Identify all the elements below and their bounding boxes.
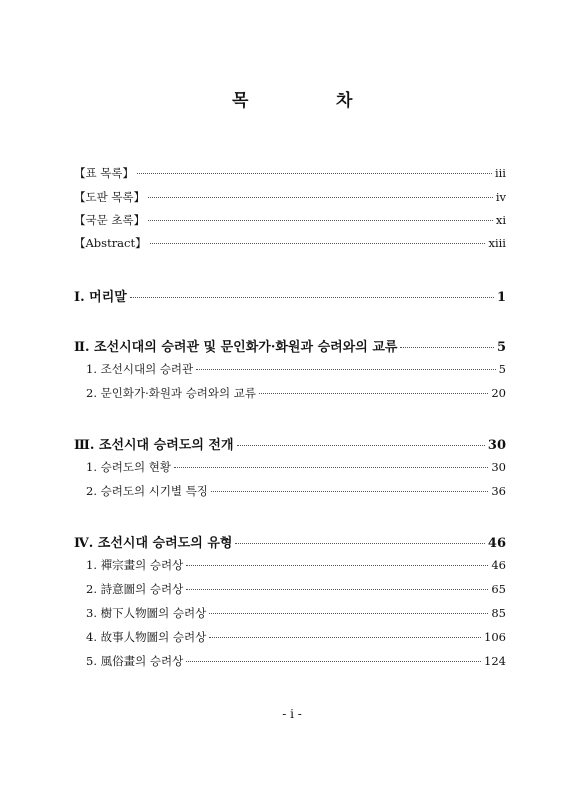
toc-entry-page: iv [495,190,506,204]
toc-section-page: 124 [484,654,506,668]
dot-leader [209,613,488,614]
toc-entry-figure-list[interactable] [74,189,506,209]
title-char-2: 차 [336,91,353,111]
page-number-footer: - i - [282,707,302,721]
toc-section-page: 5 [498,362,506,376]
toc-chapter-3[interactable] [74,434,506,454]
toc-entry-page: xiii [488,236,506,250]
toc-chapter-label: Ⅰ. 머리말 [74,290,127,305]
toc-section-label: 4. 故事人物圖의 승려상 [86,630,207,644]
dot-leader [235,543,484,544]
toc-chapter-label: Ⅲ. 조선시대 승려도의 전개 [74,438,234,453]
toc-entry-label: 【Abstract】 [74,236,147,250]
dot-leader [148,197,493,198]
toc-chapter-4[interactable] [74,532,506,552]
toc-chapter-page: 1 [496,290,506,305]
dot-leader [174,467,488,468]
toc-section-page: 46 [491,558,506,572]
toc-chapter-1[interactable] [74,286,506,306]
dot-leader [237,445,485,446]
dot-leader [150,243,486,244]
dot-leader [186,661,481,662]
toc-section-page: 30 [491,460,506,474]
dot-leader [209,637,481,638]
toc-chapter-label: Ⅱ. 조선시대의 승려관 및 문인화가·화원과 승려와의 교류 [74,340,398,355]
toc-chapter-page: 46 [487,536,506,551]
toc-chapter-label: Ⅳ. 조선시대 승려도의 유형 [74,536,233,551]
dot-leader [400,347,494,348]
toc-entry-abstract[interactable] [74,235,506,255]
title-char-1: 목 [232,91,249,111]
toc-entry-page: iii [494,166,506,180]
toc-entry-korean-abstract[interactable] [74,212,506,232]
dot-leader [211,491,488,492]
toc-section-page: 85 [491,606,506,620]
toc-chapter-2[interactable] [74,336,506,356]
toc-section-4-5[interactable] [86,653,506,673]
toc-entry-label: 【표 목록】 [74,166,134,180]
toc-section-2-1[interactable] [86,361,506,381]
toc-section-label: 2. 승려도의 시기별 특징 [86,484,208,498]
toc-entry-page: xi [495,213,506,227]
toc-entry-label: 【국문 초록】 [74,213,146,227]
toc-section-label: 1. 조선시대의 승려관 [86,362,194,376]
toc-section-label: 1. 禪宗畫의 승려상 [86,558,184,572]
toc-section-page: 20 [491,386,506,400]
toc-entry-table-list[interactable] [74,165,506,185]
dot-leader [137,173,492,174]
toc-section-page: 36 [491,484,506,498]
toc-entry-label: 【도판 목록】 [74,190,146,204]
toc-section-2-2[interactable] [86,385,506,405]
toc-section-page: 106 [484,630,506,644]
toc-section-label: 1. 승려도의 현황 [86,460,171,474]
toc-section-4-2[interactable] [86,581,506,601]
toc-chapter-page: 5 [496,340,506,355]
toc-section-4-4[interactable] [86,629,506,649]
toc-section-label: 3. 樹下人物圖의 승려상 [86,606,207,620]
dot-leader [148,220,493,221]
toc-section-4-3[interactable] [86,605,506,625]
toc-section-page: 65 [491,582,506,596]
dot-leader [186,565,488,566]
dot-leader [196,369,496,370]
toc-section-4-1[interactable] [86,557,506,577]
toc-section-label: 5. 風俗畫의 승려상 [86,654,184,668]
toc-section-label: 2. 詩意圖의 승려상 [86,582,184,596]
toc-section-3-2[interactable] [86,483,506,503]
dot-leader [130,297,494,298]
toc-chapter-page: 30 [487,438,506,453]
dot-leader [186,589,488,590]
dot-leader [259,393,488,394]
toc-section-label: 2. 문인화가·화원과 승려와의 교류 [86,386,257,400]
toc-section-3-1[interactable] [86,459,506,479]
